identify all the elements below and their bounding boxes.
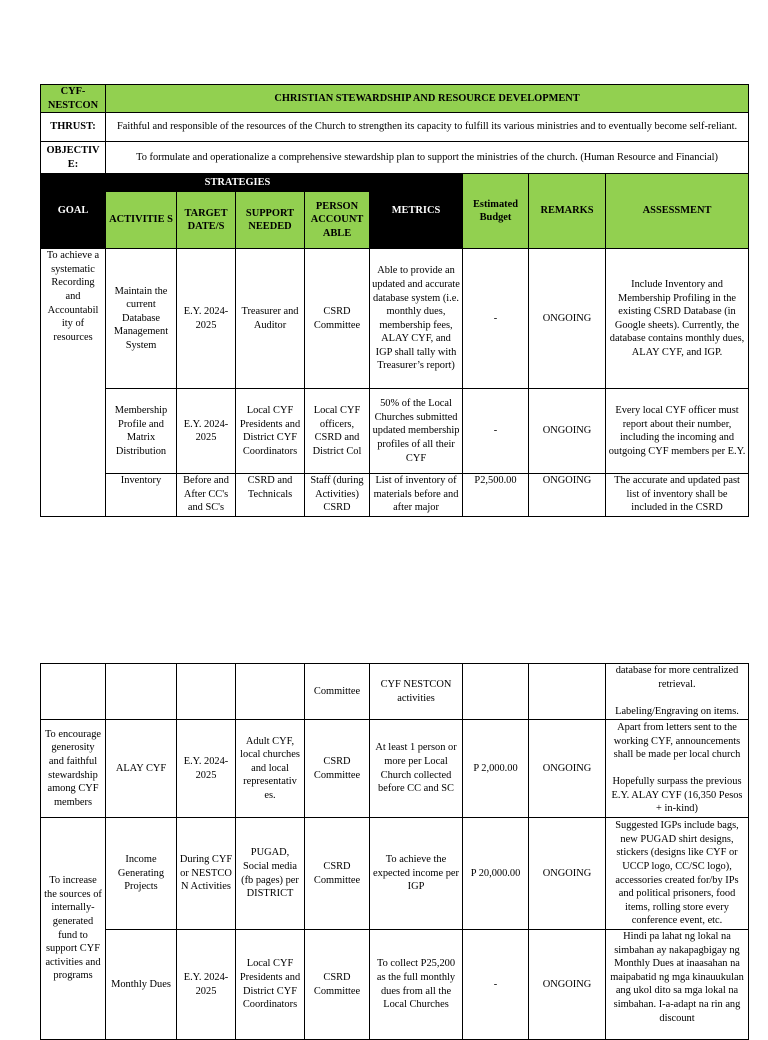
target-cell: E.Y. 2024-2025 [177,249,236,389]
person-cell: Local CYF officers, CSRD and District Col [305,389,370,474]
person-cell: Committee [305,664,370,720]
metrics-header: METRICS [370,174,463,249]
assessment-header: ASSESSMENT [606,174,749,249]
objective-text: To formulate and operationalize a comprehensive stewardship plan to support the ministries of the church. (Human Resource and Financial) [106,142,749,174]
budget-cell: - [463,249,529,389]
activity-cell: Inventory [106,474,177,517]
table-row [41,930,749,1040]
budget-cell: P2,500.00 [463,474,529,517]
budget-cell [463,664,529,720]
table-row [41,664,749,720]
assessment-line: Apart from letters sent to the working CYF, announcements shall be made per local church [613,721,741,761]
budget-cell: - [463,930,529,1040]
table-row [41,249,749,389]
support-needed-header: SUPPORT NEEDED [236,192,305,249]
goal-cell: To increase the sources of internally-generated fund to support CYF activities and programs [41,818,106,1040]
target-cell: Before and After CC's and SC's [177,474,236,517]
support-cell: Local CYF Presidents and District CYF Coordinators [236,389,305,474]
metrics-cell: CYF NESTCON activities [370,664,463,720]
person-cell: CSRD Committee [305,930,370,1040]
remarks-cell: ONGOING [529,818,606,930]
activity-cell: Monthly Dues [106,930,177,1040]
assessment-cell: Include Inventory and Membership Profiling in the existing CSRD Database (in Google sheets). Currently, the database contains monthly dues, ALAY CYF, and IGP. [606,249,749,389]
activity-cell: Membership Profile and Matrix Distribution [106,389,177,474]
remarks-cell: ONGOING [529,720,606,818]
person-cell: CSRD Committee [305,720,370,818]
goal-cell [41,664,106,720]
metrics-cell: Able to provide an updated and accurate database system (i.e. monthly dues, membership fees, ALAY CYF, and IGP shall tally with Treasurer’s report) [370,249,463,389]
metrics-cell: At least 1 person or more per Local Church collected before CC and SC [370,720,463,818]
assessment-cell: Suggested IGPs include bags, new PUGAD shirt designs, stickers (designs like CYF or UCCP logo, CC/SC logo), accessories created for/by IPs and political prisoners, food items, rolling store every conference event, etc. [606,818,749,930]
metrics-cell: To collect P25,200 as the full monthly dues from all the Local Churches [370,930,463,1040]
remarks-cell: ONGOING [529,930,606,1040]
objective-label: OBJECTIV E: [41,142,106,174]
org-label: CYF- NESTCON [41,85,106,113]
assessment-line: database for more centralized retrieval. [615,665,739,690]
strategy-table-page-1 [40,84,749,517]
activity-cell: Income Generating Projects [106,818,177,930]
support-cell [236,664,305,720]
metrics-cell: 50% of the Local Churches submitted updated membership profiles of all their CYF [370,389,463,474]
person-cell: CSRD Committee [305,818,370,930]
budget-header: Estimated Budget [463,174,529,249]
activity-cell [106,664,177,720]
thrust-text: Faithful and responsible of the resources of the Church to strengthen its capacity to fulfill its various ministries and to eventually become self-reliant. [106,113,749,142]
assessment-line: Labeling/Engraving on items. [615,705,739,717]
assessment-cell: Hindi pa lahat ng lokal na simbahan ay nakapagbigay ng Monthly Dues at inaasahan na maipabatid ng mga kinauukulan ang ukol dito sa mga lokal na simbahan. I-a-adapt na rin ang discount [606,930,749,1040]
strategy-table-page-2 [40,663,749,1040]
table-row [41,474,749,517]
target-cell [177,664,236,720]
assessment-cell: Every local CYF officer must report about their number, including the incoming and outgoing CYF members per E.Y. [606,389,749,474]
strategies-header: STRATEGIES [106,174,370,192]
support-cell: Treasurer and Auditor [236,249,305,389]
target-cell: During CYF or NESTCO N Activities [177,818,236,930]
assessment-cell [606,664,749,720]
support-cell: PUGAD, Social media (fb pages) per DISTRICT [236,818,305,930]
activities-header: ACTIVITIE S [106,192,177,249]
goal-header: GOAL [41,174,106,249]
target-dates-header: TARGET DATE/S [177,192,236,249]
assessment-spacer [608,691,746,705]
goal-cell: To encourage generosity and faithful stewardship among CYF members [41,720,106,818]
person-cell: Staff (during Activities) CSRD [305,474,370,517]
person-accountable-header: PERSON ACCOUNT ABLE [305,192,370,249]
target-cell: E.Y. 2024-2025 [177,389,236,474]
activity-cell: Maintain the current Database Management System [106,249,177,389]
remarks-cell: ONGOING [529,474,606,517]
assessment-cell [606,720,749,818]
remarks-cell: ONGOING [529,389,606,474]
assessment-spacer [608,762,746,776]
person-cell: CSRD Committee [305,249,370,389]
assessment-line: Hopefully surpass the previous E.Y. ALAY CYF (16,350 Pesos + in-kind) [611,776,743,815]
budget-cell: P 2,000.00 [463,720,529,818]
goal-cell: To achieve a systematic Recording and Accountabil ity of resources [41,249,106,517]
table-row [41,720,749,818]
remarks-header: REMARKS [529,174,606,249]
thrust-label: THRUST: [41,113,106,142]
support-cell: Adult CYF, local churches and local representativ es. [236,720,305,818]
support-cell: Local CYF Presidents and District CYF Coordinators [236,930,305,1040]
table-row [41,818,749,930]
remarks-cell [529,664,606,720]
table-row [41,389,749,474]
metrics-cell: List of inventory of materials before and after major [370,474,463,517]
target-cell: E.Y. 2024-2025 [177,720,236,818]
budget-cell: P 20,000.00 [463,818,529,930]
metrics-cell: To achieve the expected income per IGP [370,818,463,930]
document-title: CHRISTIAN STEWARDSHIP AND RESOURCE DEVELOPMENT [106,85,749,113]
target-cell: E.Y. 2024-2025 [177,930,236,1040]
support-cell: CSRD and Technicals [236,474,305,517]
assessment-cell: The accurate and updated past list of inventory shall be included in the CSRD [606,474,749,517]
budget-cell: - [463,389,529,474]
activity-cell: ALAY CYF [106,720,177,818]
remarks-cell: ONGOING [529,249,606,389]
